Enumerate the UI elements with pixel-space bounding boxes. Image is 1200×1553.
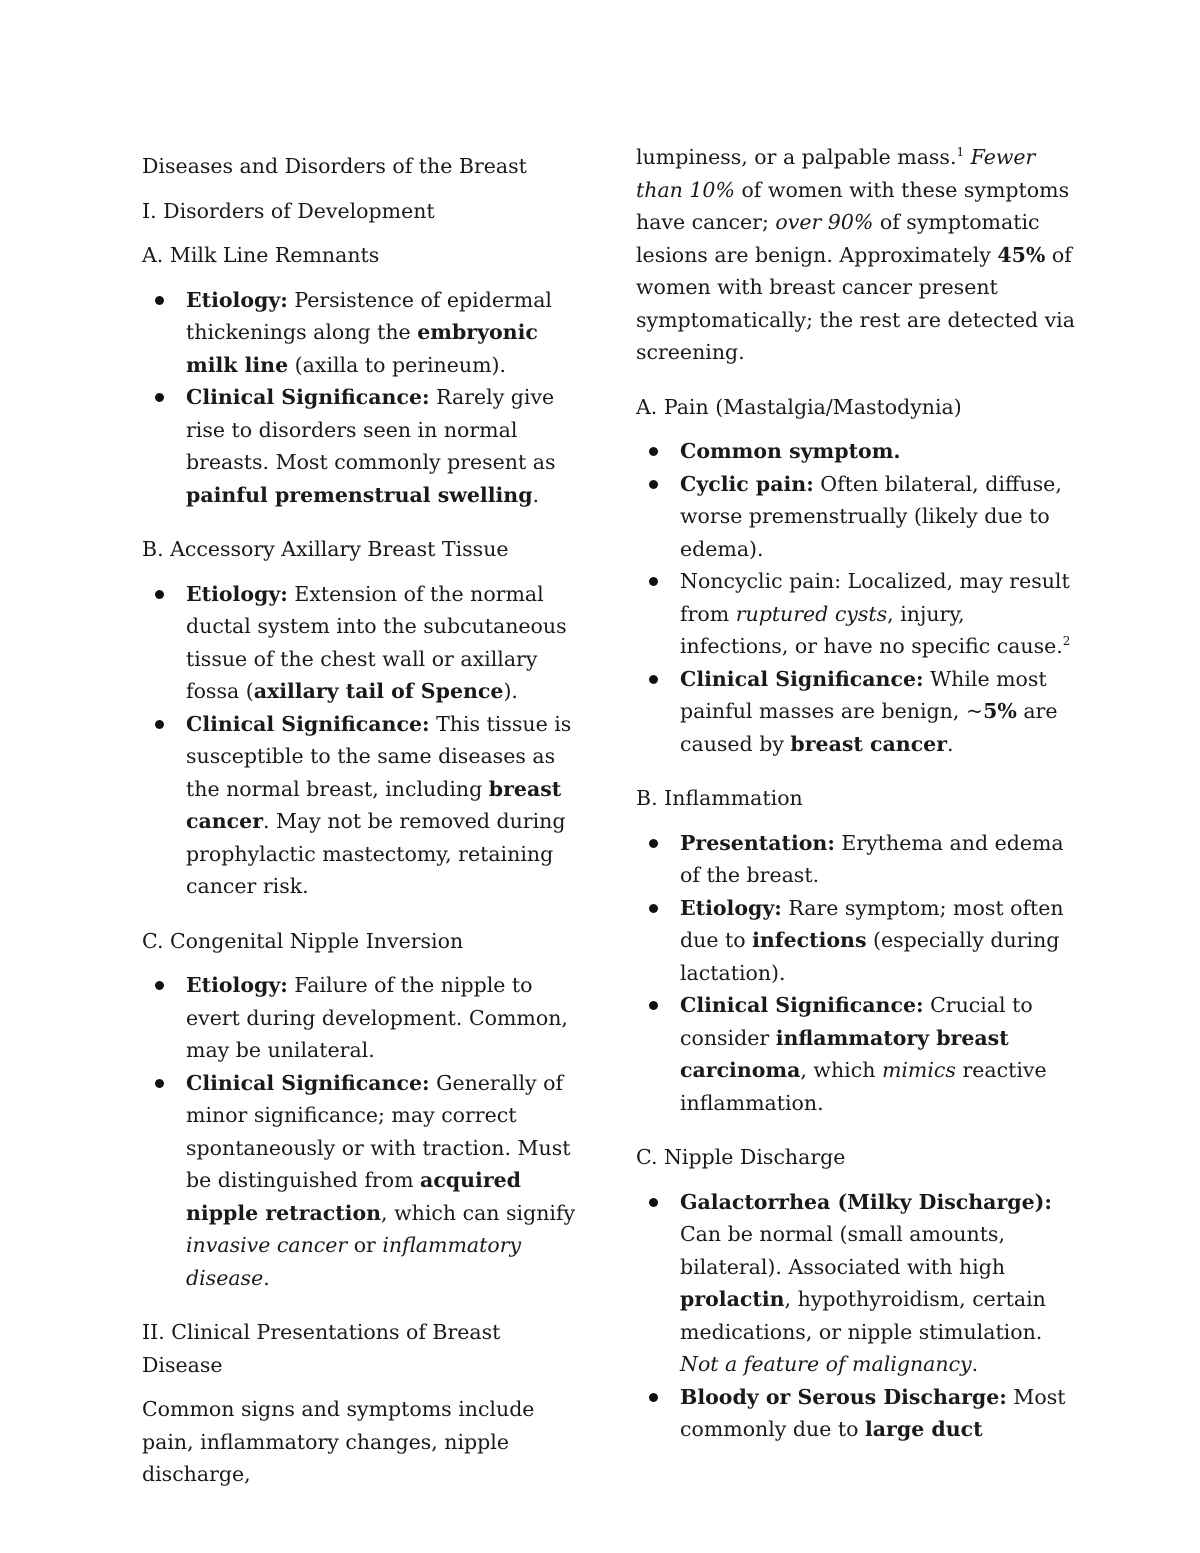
subheading-milk-line: A. Milk Line Remnants (142, 243, 380, 267)
right-column (636, 141, 1076, 1446)
footnote-marker: 2 (1062, 634, 1071, 648)
list-item: Noncyclic pain: Localized, may result from ruptured cysts, injury, infections, or have no specific cause.$^2$ (636, 565, 1076, 663)
inflammation-list (636, 827, 1076, 1120)
list-item: Clinical Significance: Crucial to consider inflammatory breast carcinoma, which mimics reactive inflammation. (636, 989, 1076, 1119)
subheading-pain: A. Pain (Mastalgia/Mastodynia) (636, 394, 962, 419)
list-item: Galactorrhea (Milky Discharge): Can be normal (small amounts, bilateral). Associated with high prolactin, hypothyroidism, certain medications, or nipple stimulation. Not a feature of malignancy. (636, 1186, 1076, 1381)
intro-paragraph-continued: lumpiness, or a palpable mass.$^1$ Fewer than 10% of women with these symptoms have cancer; over 90% of symptomatic lesions are benign. Approximately 45% of women with breast cancer present symptomatically; the rest are detected via screening. (636, 145, 1075, 364)
list-item: Clinical Significance: While most painful masses are benign, ~5% are caused by breast cancer. (636, 663, 1076, 761)
list-item: Bloody or Serous Discharge: Most commonly due to large duct (636, 1381, 1076, 1446)
list-item: Common symptom. (636, 435, 1076, 468)
section-heading-2: II. Clinical Presentations of Breast Disease (142, 1320, 501, 1377)
footnote-marker: 1 (956, 145, 965, 159)
subheading-inflammation: B. Inflammation (636, 786, 803, 810)
subheading-accessory-tissue: B. Accessory Axillary Breast Tissue (142, 537, 509, 561)
nipple-inversion-list (142, 969, 582, 1294)
section-heading-1: I. Disorders of Development (142, 198, 435, 223)
milk-line-list (142, 284, 582, 512)
list-item: Etiology: Extension of the normal ductal system into the subcutaneous tissue of the chest wall or axillary fossa (axillary tail of Spence). (142, 578, 582, 708)
left-column (142, 150, 582, 1502)
accessory-tissue-list (142, 578, 582, 903)
list-item: Presentation: Erythema and edema of the breast. (636, 827, 1076, 892)
list-item: Clinical Significance: Generally of minor significance; may correct spontaneously or with traction. Must be distinguished from acquired nipple retraction, which can signify invasive cancer or inflammatory disease. (142, 1067, 582, 1295)
pain-list (636, 435, 1076, 760)
list-item: Clinical Significance: Rarely give rise to disorders seen in normal breasts. Most commonly present as painful premenstrual swelling. (142, 381, 582, 511)
list-item: Etiology: Rare symptom; most often due to infections (especially during lactation). (636, 892, 1076, 990)
list-item: Clinical Significance: This tissue is susceptible to the same diseases as the normal breast, including breast cancer. May not be removed during prophylactic mastectomy, retaining cancer risk. (142, 708, 582, 903)
subheading-nipple-discharge: C. Nipple Discharge (636, 1145, 846, 1169)
nipple-discharge-list (636, 1186, 1076, 1446)
subheading-nipple-inversion: C. Congenital Nipple Inversion (142, 928, 464, 953)
list-item: Etiology: Failure of the nipple to evert during development. Common, may be unilateral. (142, 969, 582, 1067)
intro-paragraph: Common signs and symptoms include pain, inflammatory changes, nipple discharge, (142, 1397, 535, 1486)
list-item: Cyclic pain: Often bilateral, diffuse, worse premenstrually (likely due to edema). (636, 468, 1076, 566)
document-title: Diseases and Disorders of the Breast (142, 154, 527, 178)
list-item: Etiology: Persistence of epidermal thickenings along the embryonic milk line (axilla to perineum). (142, 284, 582, 382)
